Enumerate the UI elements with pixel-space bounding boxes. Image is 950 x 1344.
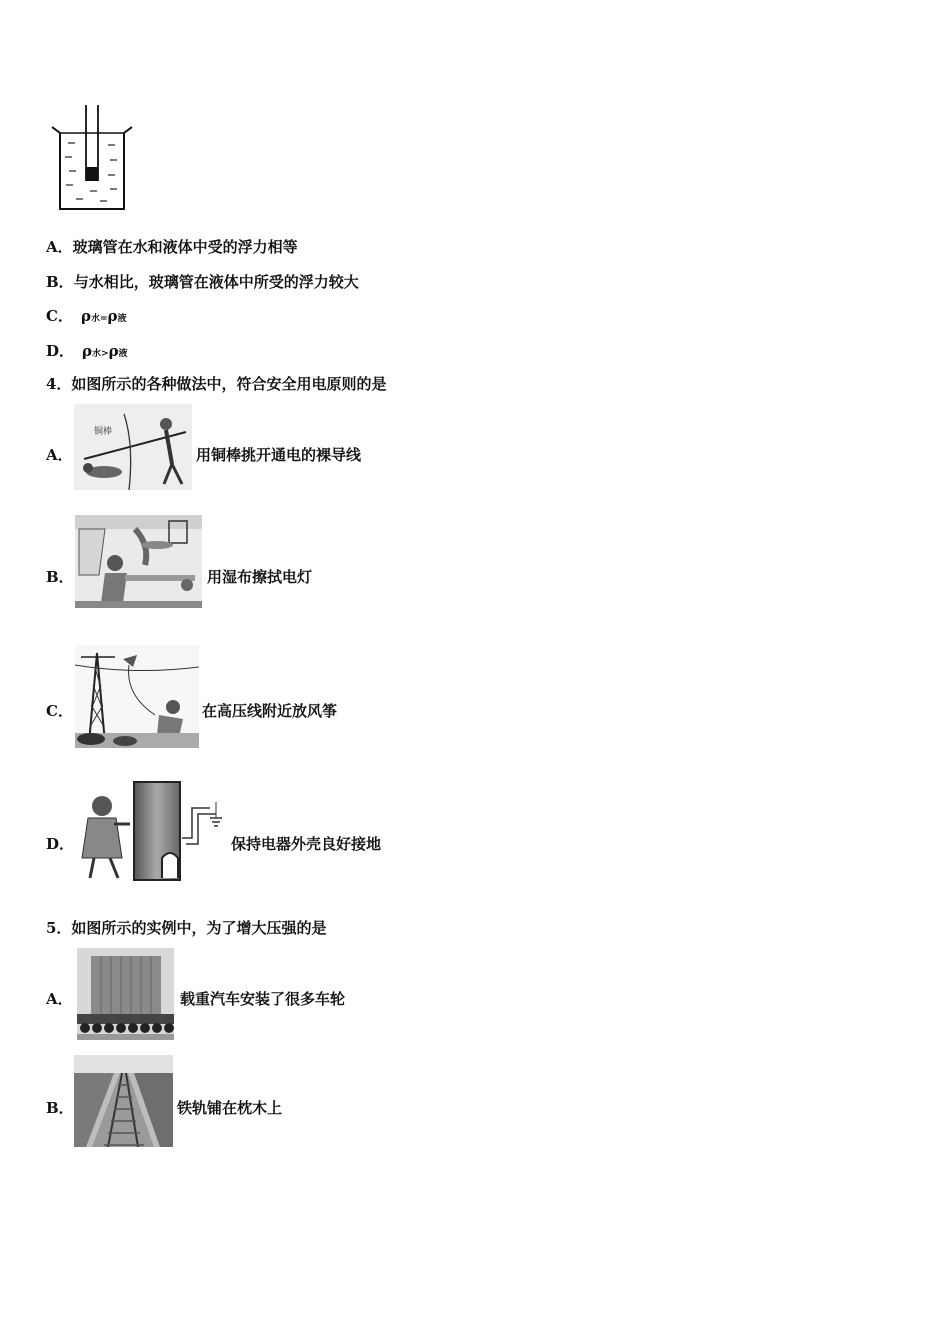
q3-option-c-sub-1: 水 [90, 314, 100, 324]
q4-c-illustration [75, 645, 199, 748]
q3-option-b-text: 与水相比，玻璃管在液体中所受的浮力较大 [73, 273, 359, 291]
q4-option-c-text: 在高压线附近放风筝 [202, 702, 338, 720]
q3-option-b [46, 271, 359, 292]
q4-option-a-letter: A． [46, 446, 73, 464]
q3-option-c-sub-2: 液 [117, 314, 127, 324]
q4-option-c-letter: C． [46, 702, 73, 720]
q4-b-illustration [75, 515, 202, 608]
q3-option-a-text: 玻璃管在水和液体中受的浮力相等 [72, 238, 298, 256]
q3-option-d-rho-2: ρ [108, 342, 119, 360]
q3-option-a-letter: A． [46, 238, 73, 256]
q3-option-c-rho-2: ρ [107, 307, 118, 325]
q4-stem: 4．如图所示的各种做法中，符合安全用电原则的是 [46, 375, 387, 393]
q5-stem: 5．如图所示的实例中，为了增大压强的是 [46, 919, 327, 937]
q3-option-d-sub-1: 水 [92, 349, 102, 359]
q5-option-a-letter: A． [46, 990, 73, 1008]
q3-option-b-letter: B． [46, 273, 74, 291]
q4-option-d-letter: D． [46, 835, 75, 853]
q3-option-c-letter: C． [46, 307, 73, 325]
q5-option-b-letter: B． [46, 1099, 74, 1117]
q3-option-c [46, 305, 127, 326]
q3-option-d-sub-2: 液 [118, 349, 128, 359]
q5-option-a-text: 载重汽车安装了很多车轮 [180, 990, 346, 1008]
q5-a-photo [77, 948, 174, 1040]
q4-a-illustration [74, 404, 192, 490]
q4-option-b-text: 用湿布擦拭电灯 [207, 568, 313, 586]
q3-option-d-letter: D． [46, 342, 75, 360]
q5-option-b-text: 铁轨铺在枕木上 [177, 1099, 283, 1117]
beaker-figure [50, 105, 135, 213]
q4-option-d-text: 保持电器外壳良好接地 [231, 835, 382, 853]
q4-d-illustration [74, 778, 230, 882]
q4-a-picture-label: 铜棒 [94, 426, 113, 436]
q3-option-d-op: > [101, 349, 109, 359]
q4-option-b-letter: B． [46, 568, 74, 586]
q3-option-d-rho-1: ρ [82, 342, 92, 360]
q3-option-c-op: = [99, 314, 108, 324]
q4-option-a-text: 用铜棒挑开通电的裸导线 [196, 446, 362, 464]
q3-option-d [46, 340, 128, 361]
q3-option-c-rho-1: ρ [80, 307, 91, 325]
q3-option-a [46, 236, 298, 257]
q5-b-photo [74, 1055, 173, 1147]
